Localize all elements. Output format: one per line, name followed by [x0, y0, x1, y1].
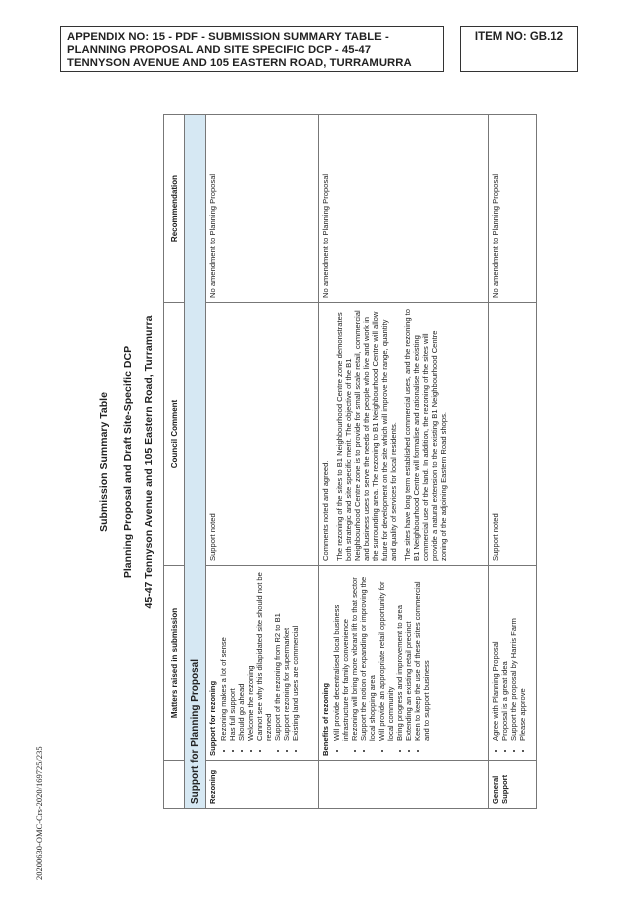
table-header-row [164, 115, 185, 809]
list-item: • Please approve [518, 570, 527, 741]
list-item: • Cannot see why this dilapidated site should not be rezoned [255, 570, 273, 741]
list-item: • Has full support [228, 570, 237, 741]
recommendation-cell: No amendment to Planning Proposal [206, 115, 319, 303]
appendix-title-box [60, 26, 444, 72]
list-item: • Support the notion of expanding or improving the local shopping area [359, 570, 377, 741]
column-header: Matters raised in submission [164, 566, 185, 761]
list-item: • Keen to keep the use of these sites commercial and to support business [413, 570, 431, 741]
section-row [185, 115, 206, 809]
list-item: • Rezoning makes a lot of sense [219, 570, 228, 741]
section-title: Support for Planning Proposal [185, 115, 206, 809]
comment-paragraph: Support noted [491, 513, 500, 561]
list-item: • Proposal is a great idea [500, 570, 509, 741]
appendix-title-line: APPENDIX NO: 15 - PDF - SUBMISSION SUMMARY TABLE - [67, 31, 389, 43]
council-comment-cell [489, 303, 537, 566]
council-comment-cell [319, 303, 489, 566]
table-row [319, 115, 489, 809]
list-item: • Welcome the rezoning [246, 570, 255, 741]
row-category [319, 761, 489, 809]
matters-cell [489, 566, 537, 761]
recommendation-cell: No amendment to Planning Proposal [489, 115, 537, 303]
matters-heading: Benefits of rezoning [321, 683, 330, 756]
document-reference-footer [34, 620, 46, 880]
matters-list [332, 570, 431, 756]
submission-summary-table [163, 114, 537, 809]
comment-paragraph: Comments noted and agreed. [321, 460, 330, 561]
list-item: • Support rezoning for supermarket [282, 570, 291, 741]
document-address: 45-47 Tennyson Avenue and 105 Eastern Road, Turramurra [143, 315, 155, 609]
item-number-box [460, 26, 578, 72]
list-item: • Bring progress and improvement to area [395, 570, 404, 741]
list-item: • Should go ahead [237, 570, 246, 741]
list-item: • Support of the rezoning from R2 to B1 [273, 570, 282, 741]
list-item: • Existing land uses are commercial [291, 570, 300, 741]
list-item: • Rezoning will bring more vibrant lift to that sector [350, 570, 359, 741]
comment-paragraph: The rezoning of the sites to B1 Neighbourhood Centre zone demonstrates both strategic and site specific merit. The objective of the B1 Neighbourhood Centre zone is to provide for small scale retail, commercial and business uses to serve the needs of the people who live and work in the surrounding area. The rezoning to B1 Neighbourhood Centre will allow future for development on the site which will improve the range, quantity and quality of services for local residents. [335, 310, 398, 561]
row-category: Rezoning [206, 761, 319, 809]
rotated-landscape-page [96, 115, 527, 809]
list-item: • Agree with Planning Proposal [491, 570, 500, 741]
list-item: • Will provide an appropriate retail opportunity for local community [377, 570, 395, 741]
list-item: • Extending an existing retail precinct [404, 570, 413, 741]
comment-paragraph: Support noted [208, 513, 217, 561]
table-row [206, 115, 319, 809]
table-row [489, 115, 537, 809]
appendix-title-line: TENNYSON AVENUE AND 105 EASTERN ROAD, TURRAMURRA [67, 57, 412, 69]
council-comment-cell [206, 303, 319, 566]
matters-list [491, 570, 527, 756]
recommendation-cell: No amendment to Planning Proposal [319, 115, 489, 303]
matters-cell [319, 566, 489, 761]
comment-paragraph: The sites have long term established commercial uses, and the rezoning to B1 Neighbourhood Centre will formalise and rationalise the existing commercial use of the land. In addition, the rezoning of the sites will provide a natural extension to the existing B1 Neighbourhood Centre zoning of the adjoining Eastern Road shops. [403, 309, 448, 561]
column-header: Council Comment [164, 303, 185, 566]
list-item: • Will provide decentralised local business infrastructure for family convenience [332, 570, 350, 741]
column-header [164, 761, 185, 809]
row-category: General Support [489, 761, 537, 809]
document-titles [96, 115, 156, 809]
column-header: Recommendation [164, 115, 185, 303]
matters-list [219, 570, 300, 756]
appendix-title-line: PLANNING PROPOSAL AND SITE SPECIFIC DCP - 45-47 [67, 44, 372, 56]
document-subtitle: Planning Proposal and Draft Site-Specific DCP [122, 345, 134, 579]
document-title: Submission Summary Table [98, 392, 110, 532]
list-item: • Support the proposal by Harris Farm [509, 570, 518, 741]
document-reference: 20200630-OMC-Crs-2020/169725/235 [34, 746, 44, 880]
matters-heading: Support for rezoning [208, 680, 217, 756]
matters-cell [206, 566, 319, 761]
item-number: ITEM NO: GB.12 [474, 31, 564, 43]
